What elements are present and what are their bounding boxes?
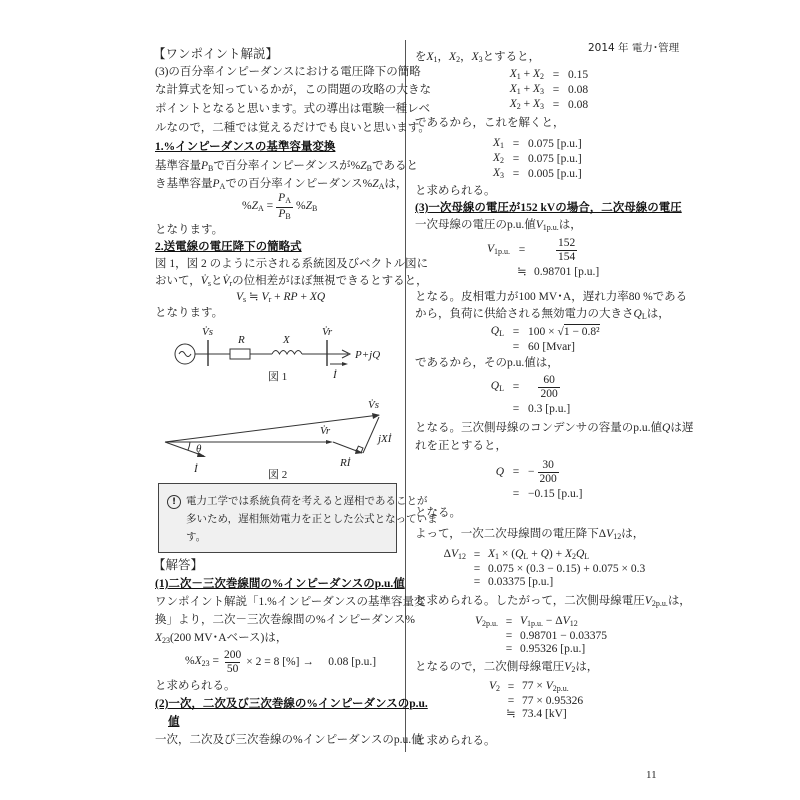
eq-rhs: 0.075 × (0.3 − 0.15) + 0.075 × 0.3 <box>488 563 646 575</box>
body-line: となる。 <box>415 507 461 519</box>
body-line: 換」より，二次－三次巻線間の%インピーダンス% <box>155 614 415 626</box>
fraction <box>538 459 559 486</box>
eq-op: = <box>552 99 560 111</box>
section-heading-2: 2.送電線の電圧降下の簡略式 <box>155 241 302 253</box>
body-line: と求められる。したがって，二次側母線電圧$V_{2p.u.}$は， <box>415 595 691 608</box>
eq-rhs: −0.15 [p.u.] <box>528 488 583 500</box>
eq-lhs: $X_1 + X_3$ <box>509 83 544 96</box>
body-line: と求められる。 <box>415 735 496 747</box>
figure-2-vector-diagram <box>165 399 393 481</box>
intro-line: ルなので，二種では覚えるだけでも良いと思います。 <box>155 122 430 134</box>
eq-op: = <box>518 244 526 256</box>
eq-lhs: $X_1$ <box>492 137 504 150</box>
answer-title: 【解答】 <box>153 558 204 572</box>
fraction <box>276 192 293 223</box>
body-line: $X_{23}(200$ MV･Aベース)は， <box>155 632 288 645</box>
minus-sign: − <box>528 466 535 479</box>
label-theta: θ <box>196 443 202 455</box>
eq-op: = <box>512 326 520 338</box>
section-heading-1: 1.%インピーダンスの基準容量変換 <box>155 141 336 153</box>
eq-lhs: $Q_L$ <box>490 380 504 393</box>
eq-lhs: $V_2$ <box>488 680 500 693</box>
label-ri: Rİ <box>340 457 351 469</box>
formula-rhs: × 2 = 8 [%] → 0.08 [p.u.] <box>246 655 377 668</box>
body-line: となるので，二次側母線電圧$V_2$は， <box>415 661 599 674</box>
body-line: よって，一次二次母線間の電圧降下$\Delta V_{12}$は， <box>415 528 645 541</box>
eq-rhs: 0.95326 [p.u.] <box>520 643 586 655</box>
intro-line: ポイントとなると思います。式の導出は電験一種レベ <box>155 103 431 115</box>
eq-op: = <box>473 549 481 561</box>
eq-rhs: 0.98701 [p.u.] <box>534 266 600 278</box>
equation-q <box>484 459 582 501</box>
eq-op: = <box>473 576 481 588</box>
numerator: 30 <box>542 459 554 471</box>
eq-op: = <box>512 403 520 415</box>
body-line: を$X_1$，$X_2$，$X_3$とすると， <box>415 51 541 64</box>
eq-op: ≒ <box>506 708 516 720</box>
fraction <box>528 374 570 401</box>
eq-op: = <box>512 341 520 353</box>
note-line: 多いため，遅相無効電力を正とした公式となっていま <box>186 513 438 525</box>
formula-lhs: $\%X_{23}$ = <box>185 654 219 668</box>
answer-heading-2-cont: 値 <box>168 716 180 728</box>
equation-v2pu <box>466 615 607 656</box>
eq-op: = <box>505 630 513 642</box>
label-current: İ <box>333 369 337 381</box>
note-line: 電力工学では系統負荷を考えると遅相であることが <box>186 495 428 507</box>
equation-ql-pu <box>484 374 570 416</box>
eq-op: = <box>473 563 481 575</box>
eq-rhs: 0.08 <box>568 99 589 111</box>
body-line: 一次母線の電圧のp.u.値$V_{1p.u.}$は， <box>415 219 582 232</box>
eq-rhs: 0.98701 − 0.03375 <box>520 630 607 642</box>
formula-x23 <box>185 648 376 676</box>
eq-op: = <box>512 138 520 150</box>
eq-op: = <box>505 643 513 655</box>
body-line: ワンポイント解説「1.%インピーダンスの基準容量変 <box>155 596 426 608</box>
body-line: であるから，これを解くと， <box>415 117 565 129</box>
equation-v2 <box>482 680 583 721</box>
eq-op: = <box>507 695 515 707</box>
eq-rhs: 0.3 [p.u.] <box>528 403 571 415</box>
eq-op: = <box>505 616 513 628</box>
eq-lhs: $V_{2p.u.}$ <box>474 615 498 628</box>
fraction <box>222 649 243 676</box>
answer-heading-1: (1)二次－三次巻線間の%インピーダンスのp.u.値 <box>155 578 405 590</box>
label-current: İ <box>194 463 198 475</box>
answer-heading-3: (3)一次母線の電圧が152 kVの場合，二次母線の電圧 <box>415 202 682 214</box>
body-line: であるから，そのp.u.値は， <box>415 357 559 369</box>
body-line: おいて，$V̇_s$と$V̇_r$の位相差がほぼ無視できるとすると， <box>155 275 428 288</box>
note-line: す。 <box>186 531 207 543</box>
eq-op: = <box>512 466 520 478</box>
page-header-title: 2014 年 電力･管理 <box>588 42 680 54</box>
eq-op: = <box>512 381 520 393</box>
eq-rhs: 0.005 [p.u.] <box>528 168 582 180</box>
resistor <box>230 349 250 359</box>
equation-v1pu <box>474 237 599 279</box>
eq-rhs: $77 \times V_{2p.u.}$ <box>522 680 569 693</box>
fraction <box>534 237 599 264</box>
equation-ql <box>484 325 600 354</box>
eq-lhs: $X_2$ <box>492 152 504 165</box>
body-line: と求められる。 <box>155 680 236 692</box>
label-vr: V̇r <box>322 326 333 338</box>
figure-1-caption: 図 1 <box>268 371 288 383</box>
eq-lhs: $X_3$ <box>492 167 504 180</box>
eq-lhs: $\Delta V_{12}$ <box>443 548 466 561</box>
body-line: 基準容量$P_B$で百分率インピーダンスが$\%Z_B$であると <box>155 160 419 173</box>
eq-lhs: $Q_L$ <box>490 325 504 338</box>
body-line: となります。 <box>155 307 224 319</box>
label-vs: V̇s <box>202 326 213 338</box>
eq-op: = <box>552 69 560 81</box>
eq-op: = <box>512 488 520 500</box>
equation-solutions <box>486 137 582 182</box>
eq-op: = <box>507 681 515 693</box>
formula-voltage-drop: $V_s$ ≒ $V_r$ + RP + XQ <box>236 291 326 304</box>
eq-rhs: 0.075 [p.u.] <box>528 138 582 150</box>
denominator: 200 <box>540 388 558 400</box>
label-x: X <box>283 334 290 346</box>
figure-2-caption: 図 2 <box>268 469 288 481</box>
numerator: 200 <box>224 648 242 661</box>
denominator: 200 <box>539 473 557 485</box>
onepoint-title: 【ワンポイント解説】 <box>153 47 279 61</box>
eq-rhs: 0.15 <box>568 69 589 81</box>
body-line: 図 1，図 2 のように示される系統図及びベクトル図に <box>155 258 429 270</box>
body-line: 一次，二次及び三次巻線の%インピーダンスのp.u.値 <box>155 734 423 746</box>
formula-percent-z <box>242 193 317 221</box>
body-line: れを正とすると， <box>415 440 507 452</box>
body-line: となる。皮相電力が100 MV･A，遅れ力率80 %である <box>415 291 688 303</box>
eq-rhs: $V_{1p.u.} - \Delta V_{12}$ <box>520 615 578 628</box>
body-line: となる。三次側母線のコンデンサの容量のp.u.値Qは遅 <box>415 422 694 434</box>
numerator: 60 <box>543 374 555 386</box>
label-vr: V̇r <box>320 425 331 437</box>
figures-svg <box>150 320 410 482</box>
body-line: となります。 <box>155 224 224 236</box>
eq-rhs: 77 × 0.95326 <box>522 695 584 707</box>
label-jxi: jXİ <box>378 433 392 445</box>
eq-rhs: 60 [Mvar] <box>528 341 575 353</box>
eq-lhs: $X_1 + X_2$ <box>509 68 544 81</box>
formula-lhs: $\%Z_A$ = <box>242 199 274 213</box>
figure-1-circuit <box>175 326 380 383</box>
eq-lhs: Q <box>495 466 504 478</box>
eq-lhs: $V_{1p.u.}$ <box>486 243 510 256</box>
intro-line: (3)の百分率インピーダンスにおける電圧降下の簡略 <box>155 66 421 78</box>
eq-rhs: 0.08 <box>568 84 589 96</box>
eq-op: = <box>552 84 560 96</box>
inductor <box>272 351 302 355</box>
eq-rhs: $X_1 \times (Q_L + Q) + X_2Q_L$ <box>488 548 590 561</box>
label-r: R <box>238 334 245 346</box>
body-line: と求められる。 <box>415 185 496 197</box>
numerator: $P_A$ <box>278 191 291 205</box>
body-line: き基準容量$P_A$での百分率インピーダンス$\%Z_A$は， <box>155 178 408 191</box>
eq-op: = <box>512 168 520 180</box>
page-number: 11 <box>646 769 657 781</box>
eq-rhs: 73.4 [kV] <box>522 708 567 720</box>
eq-op: ≒ <box>517 266 527 278</box>
eq-lhs: $X_2 + X_3$ <box>509 98 544 111</box>
answer-heading-2: (2)一次，二次及び三次巻線の%インピーダンスのp.u. <box>155 698 428 710</box>
numerator: 152 <box>557 237 576 249</box>
eq-rhs: 100 × √1 − 0.8² <box>528 326 600 338</box>
denominator: $P_B$ <box>278 207 291 221</box>
denominator: 154 <box>557 251 576 263</box>
formula-rhs: $\%Z_B$ <box>295 199 318 213</box>
equation-delta-v12 <box>436 548 645 589</box>
intro-line: な計算式を知っているかが，この問題の攻略の大きな <box>155 84 431 96</box>
label-vs: V̇s <box>368 399 379 411</box>
eq-op: = <box>512 153 520 165</box>
denominator: 50 <box>226 662 239 675</box>
exclamation-circle-icon: ! <box>167 495 181 509</box>
label-load: P+jQ <box>355 349 381 361</box>
eq-rhs: 0.03375 [p.u.] <box>488 576 554 588</box>
eq-rhs: 0.075 [p.u.] <box>528 153 582 165</box>
body-line: から，負荷に供給される無効電力の大きさ$Q_L$は， <box>415 308 670 321</box>
equation-system-sums <box>486 68 588 113</box>
